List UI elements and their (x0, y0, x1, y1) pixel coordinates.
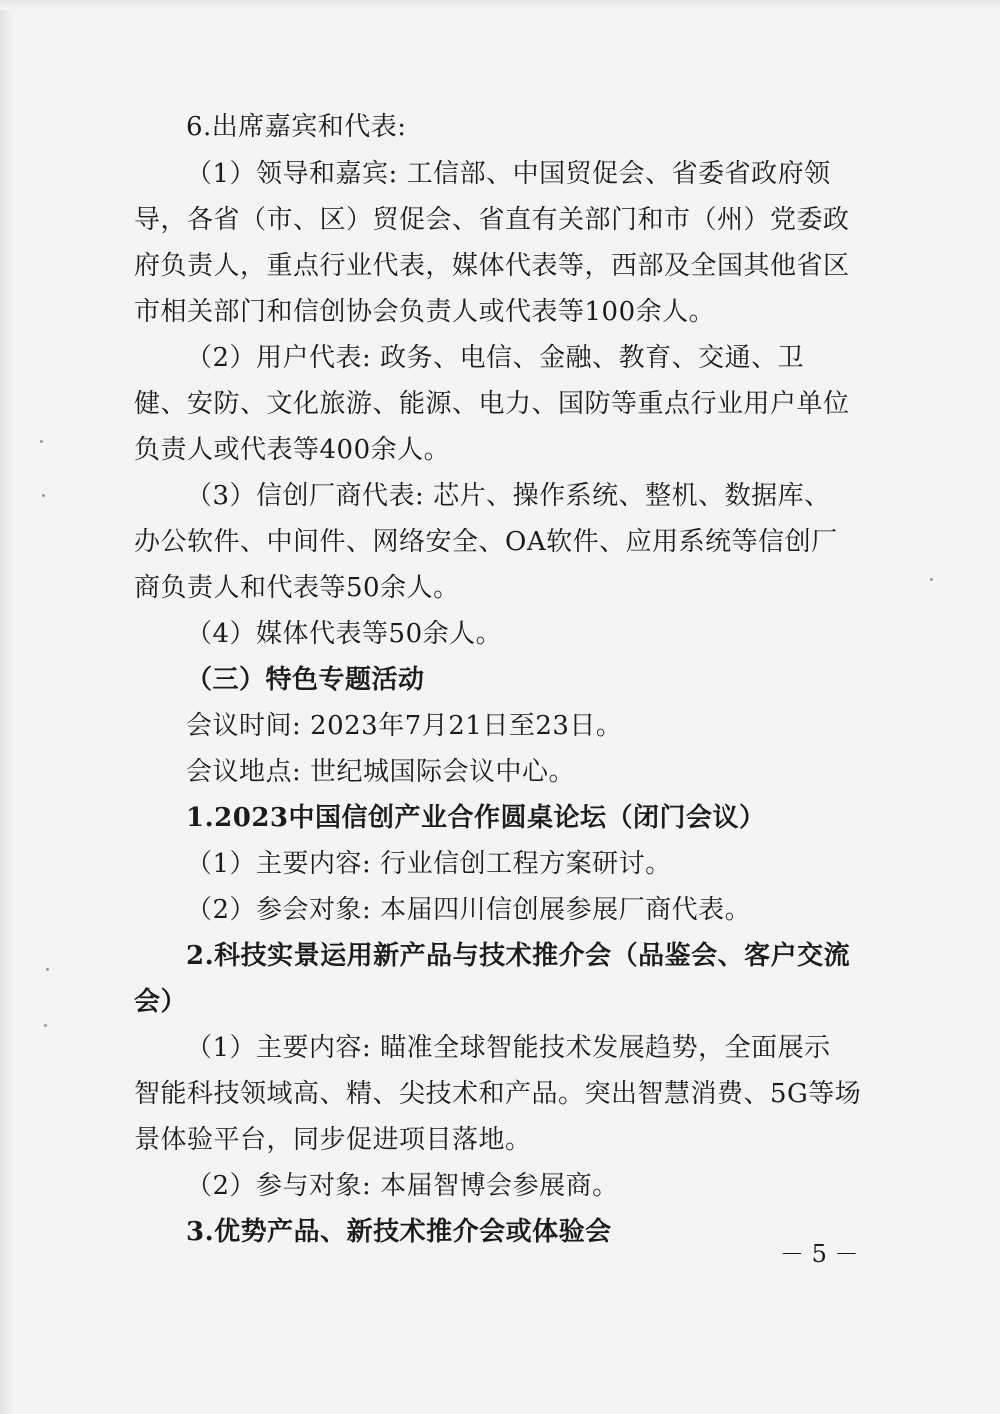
scan-speck (40, 440, 43, 443)
paragraph-line: 府负责人，重点行业代表，媒体代表等，西部及全国其他省区 (134, 251, 850, 281)
paragraph-line: （3）信创厂商代表: 芯片、操作系统、整机、数据库、 (186, 481, 831, 511)
activity-heading-2-continued: 会） (134, 987, 188, 1017)
paragraph-line: 智能科技领域高、精、尖技术和产品。突出智慧消费、5G等场 (134, 1079, 862, 1109)
paragraph-line: 市相关部门和信创协会负责人或代表等100余人。 (134, 297, 716, 327)
paragraph-line: （1）主要内容: 瞄准全球智能技术发展趋势，全面展示 (186, 1033, 831, 1063)
paragraph-line: （4）媒体代表等50余人。 (186, 619, 503, 649)
scan-speck (42, 494, 45, 497)
page-number: － 5 － (780, 1240, 859, 1268)
paragraph-line: （2）用户代表: 政务、电信、金融、教育、交通、卫 (186, 343, 805, 373)
paragraph-line: 景体验平台，同步促进项目落地。 (134, 1125, 532, 1155)
scan-speck (44, 1024, 47, 1027)
meeting-venue: 会议地点: 世纪城国际会议中心。 (186, 757, 576, 787)
section-heading-attendees: 6.出席嘉宾和代表: (186, 112, 407, 142)
meeting-time: 会议时间: 2023年7月21日至23日。 (186, 711, 623, 741)
paragraph-line: 负责人或代表等400余人。 (134, 435, 451, 465)
paragraph-line: （2）参与对象: 本届智博会参展商。 (186, 1171, 619, 1201)
paragraph-line: （1）领导和嘉宾: 工信部、中国贸促会、省委省政府领 (186, 159, 831, 189)
paragraph-line: （2）参会对象: 本届四川信创展参展厂商代表。 (186, 895, 752, 925)
scan-speck (930, 578, 933, 581)
paragraph-line: 健、安防、文化旅游、能源、电力、国防等重点行业用户单位 (134, 389, 850, 419)
paragraph-line: （1）主要内容: 行业信创工程方案研讨。 (186, 849, 672, 879)
activity-heading-1: 1.2023中国信创产业合作圆桌论坛（闭门会议） (186, 803, 766, 833)
scan-shadow-top (0, 0, 1000, 10)
paragraph-line: 办公软件、中间件、网络安全、OA软件、应用系统等信创厂 (134, 527, 838, 557)
scan-shadow-left (0, 0, 14, 1414)
paragraph-line: 商负责人和代表等50余人。 (134, 573, 460, 603)
activity-heading-3: 3.优势产品、新技术推介会或体验会 (186, 1217, 612, 1247)
activity-heading-2: 2.科技实景运用新产品与技术推介会（品鉴会、客户交流 (186, 941, 851, 971)
paragraph-line: 导，各省（市、区）贸促会、省直有关部门和市（州）党委政 (134, 205, 850, 235)
scan-speck (46, 968, 49, 971)
section-heading-special-activities: （三）特色专题活动 (186, 665, 425, 695)
